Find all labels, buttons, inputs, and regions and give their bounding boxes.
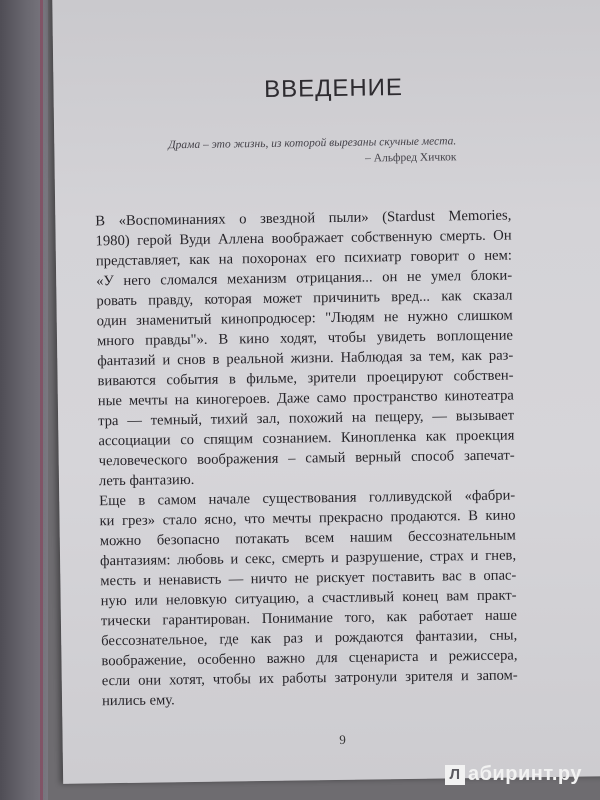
- epigraph: [94, 133, 456, 170]
- watermark-text: абиринт.ру: [467, 763, 582, 785]
- text-line: Еще в самом начале существования голливудской «фабри-: [99, 487, 516, 510]
- text-line: ки грез» стало ясно, что мечты прекрасно продаются. В кино: [99, 507, 516, 530]
- text-line: ассоциации со спящим сознанием. Кинопленка как проекция: [98, 427, 515, 450]
- book-spine: [40, 0, 43, 800]
- text-line: ные мечты на киногероев. Даже само пространство кинотеатра: [97, 387, 514, 410]
- text-line: 1980) герой Вуди Аллена воображает собственную смерть. Он: [95, 227, 512, 250]
- labirint-logo-icon: Л: [445, 765, 465, 785]
- paragraph-1: [75, 206, 515, 492]
- paragraph-2: [79, 485, 518, 711]
- text-line: можно безопасно потакать всем нашим бессознательным: [99, 527, 516, 550]
- text-line: леть фантазию.: [98, 471, 195, 490]
- book-page: [52, 0, 600, 784]
- text-line: представляет, как на похоронах его психиатр говорит о нем:: [95, 247, 512, 270]
- page-number: 9: [339, 731, 346, 747]
- text-line: тра — темный, тихий зал, похожий на пещеру, — вызывает: [98, 407, 515, 430]
- epigraph-author: – Альфред Хичкок: [365, 151, 457, 165]
- text-line: виваются события в фильме, зрители проецируют собствен-: [97, 367, 514, 390]
- text-line: если они хотят, чтобы их работы затронули зрителя и запом-: [101, 667, 518, 690]
- text-line: ровать правду, которая может причинить вред... как сказал: [96, 287, 513, 310]
- text-line: бессознательное, где как раз и рождаются фантазии, сны,: [101, 627, 518, 650]
- text-line: тически гарантирован. Понимание того, как работает наше: [100, 607, 518, 630]
- body-text: [75, 206, 518, 712]
- text-line: фантазий и снов в реальной жизни. Наблюдая за тем, как раз-: [97, 347, 514, 370]
- watermark: [445, 763, 582, 786]
- epigraph-quote: Драма – это жизнь, из которой вырезаны скучные места.: [168, 135, 457, 152]
- text-line: фантазиям: любовь и секс, смерть и разрушение, страх и гнев,: [99, 547, 517, 570]
- text-line: воображение, особенно важно для сценариста и режиссера,: [101, 647, 518, 670]
- text-line: нились ему.: [101, 692, 175, 710]
- text-line: один знаменитый кинопродюсер: "Людям не нужно слишком: [96, 307, 513, 330]
- text-line: В «Воспоминаниях о звездной пыли» (Stardust Memories,: [95, 207, 512, 230]
- text-line: месть и ненависть — ничто не рискует поставить вас в опас-: [100, 567, 517, 590]
- chapter-title: ВВЕДЕНИЕ: [263, 74, 404, 103]
- text-line: много правды"». В кино ходят, чтобы увидеть воплощение: [96, 327, 514, 350]
- text-line: «У него сломался механизм отрицания... он не умел блоки-: [96, 267, 513, 290]
- text-line: человеческого воображения – самый верный способ запечат-: [98, 447, 515, 470]
- text-line: ную или неловкую ситуацию, а счастливый конец вам практ-: [100, 587, 517, 610]
